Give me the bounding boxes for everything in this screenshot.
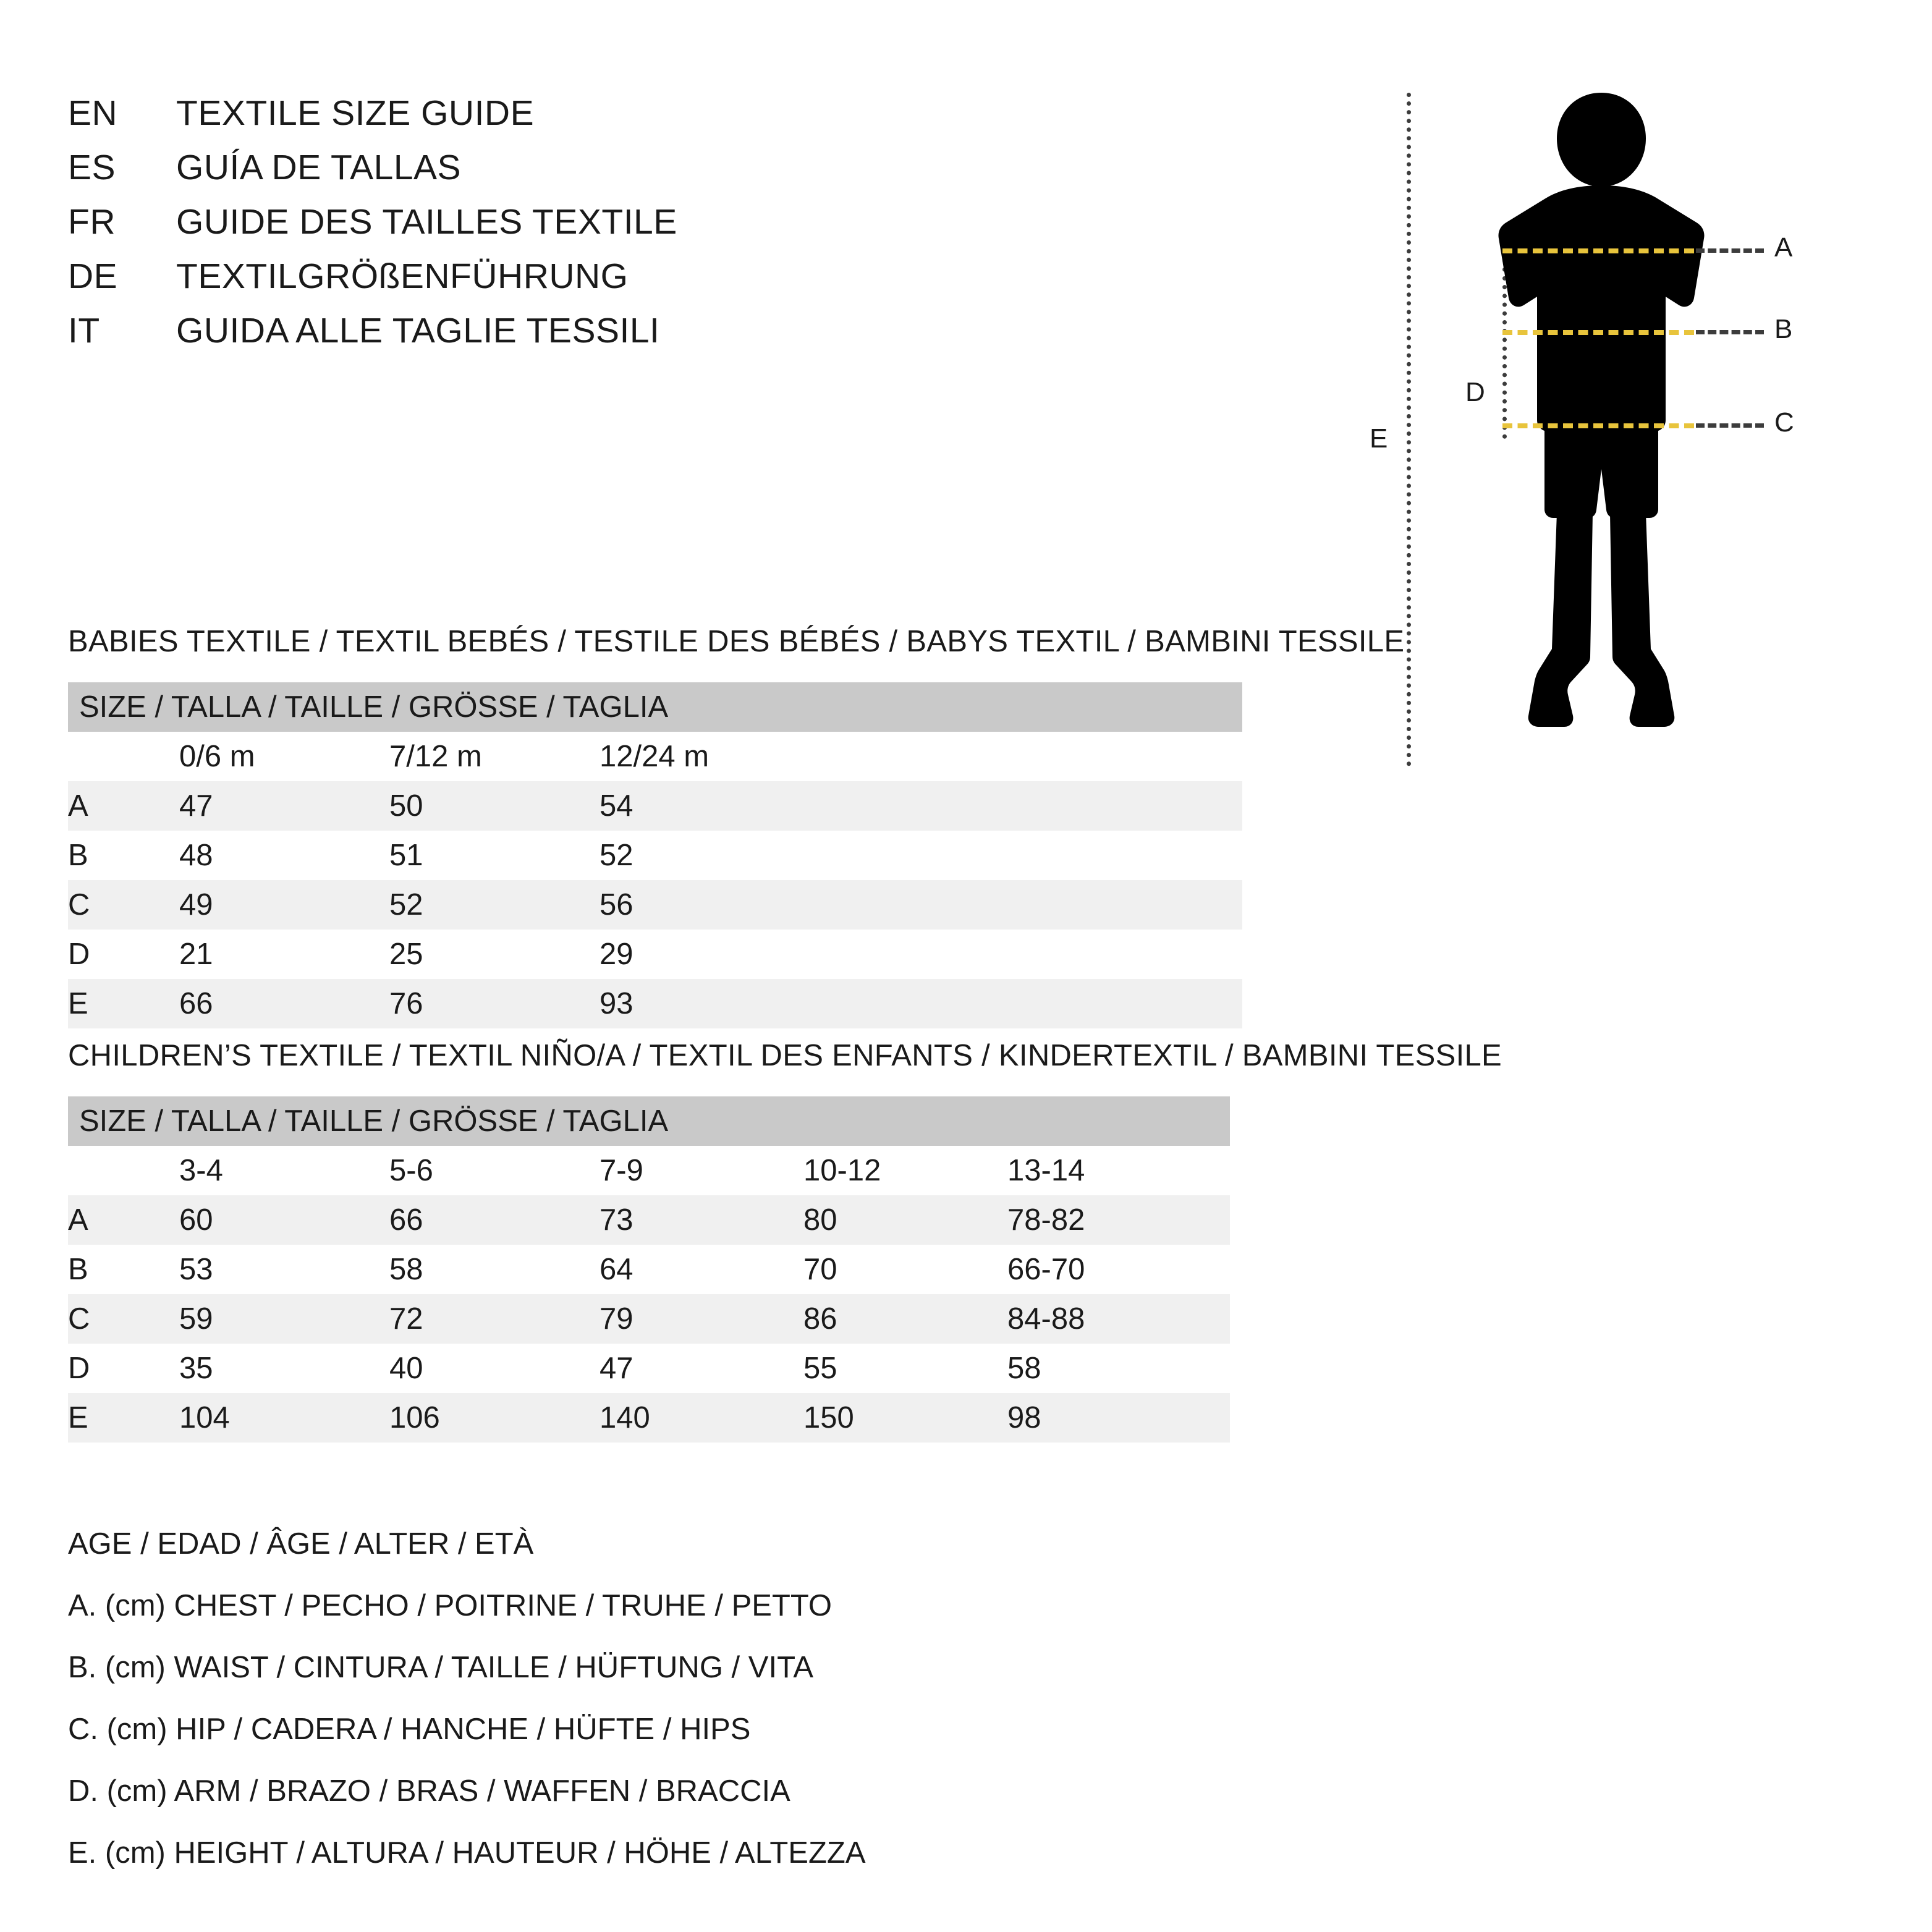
table-cell: 54	[600, 781, 1242, 831]
figure-label-waist: B	[1774, 314, 1793, 344]
table-cell: 76	[389, 979, 600, 1028]
language-row-de	[68, 256, 1242, 297]
table-cell: 47	[600, 1344, 803, 1393]
table-cell: 66	[179, 979, 389, 1028]
waist-measure-line	[1502, 330, 1694, 335]
table-cell: 56	[600, 880, 1242, 930]
table-cell: 79	[600, 1294, 803, 1344]
language-code: EN	[68, 93, 118, 133]
language-title: GUÍA DE TALLAS	[176, 148, 462, 187]
table-row	[68, 1344, 1230, 1393]
table-row	[68, 880, 1242, 930]
babies-column-header: 12/24 m	[600, 732, 1242, 781]
table-cell: 78-82	[1007, 1195, 1230, 1245]
table-cell: 93	[600, 979, 1242, 1028]
table-row	[68, 831, 1242, 880]
babies-section	[68, 624, 1405, 1028]
figure-label-height: E	[1370, 423, 1388, 454]
children-table-band-label: SIZE / TALLA / TAILLE / GRÖSSE / TAGLIA	[68, 1096, 1230, 1146]
table-cell: 25	[389, 930, 600, 979]
children-table-band-row	[68, 1096, 1230, 1146]
chest-measure-line	[1502, 248, 1694, 253]
babies-column-header: 7/12 m	[389, 732, 600, 781]
children-size-table	[68, 1096, 1230, 1443]
table-cell: 47	[179, 781, 389, 831]
children-table-header-row	[68, 1146, 1230, 1195]
empty-corner-cell	[68, 1146, 179, 1195]
babies-table-band-label: SIZE / TALLA / TAILLE / GRÖSSE / TAGLIA	[68, 682, 1242, 732]
table-cell: 35	[179, 1344, 389, 1393]
measurement-legend	[68, 1527, 1551, 1897]
row-label: E	[68, 979, 179, 1028]
hip-measure-line	[1502, 423, 1694, 428]
empty-corner-cell	[68, 732, 179, 781]
language-code: ES	[68, 148, 116, 187]
language-code: DE	[68, 256, 118, 296]
children-column-header: 7-9	[600, 1146, 803, 1195]
row-label: A	[68, 1195, 179, 1245]
table-cell: 52	[600, 831, 1242, 880]
table-cell: 66-70	[1007, 1245, 1230, 1294]
children-section-caption: CHILDREN’S TEXTILE / TEXTIL NIÑO/A / TEXTIL DES ENFANTS / KINDERTEXTIL / BAMBINI TESSILE	[68, 1039, 1502, 1072]
language-row-en	[68, 93, 1242, 133]
row-label: C	[68, 1294, 179, 1344]
table-row	[68, 1393, 1230, 1443]
table-cell: 58	[389, 1245, 600, 1294]
table-row	[68, 930, 1242, 979]
table-cell: 150	[803, 1393, 1007, 1443]
table-cell: 106	[389, 1393, 600, 1443]
figure-label-chest: A	[1774, 232, 1793, 263]
table-cell: 53	[179, 1245, 389, 1294]
chest-leader-line	[1696, 248, 1764, 253]
measurement-figure	[1370, 87, 1839, 785]
table-cell: 55	[803, 1344, 1007, 1393]
table-cell: 49	[179, 880, 389, 930]
table-cell: 59	[179, 1294, 389, 1344]
babies-table-header-row	[68, 732, 1242, 781]
legend-line-chest: A. (cm) CHEST / PECHO / POITRINE / TRUHE / PETTO	[68, 1589, 833, 1622]
table-cell: 51	[389, 831, 600, 880]
table-cell: 98	[1007, 1393, 1230, 1443]
height-guide-line	[1407, 93, 1411, 766]
table-cell: 58	[1007, 1344, 1230, 1393]
table-cell: 64	[600, 1245, 803, 1294]
legend-line-hip: C. (cm) HIP / CADERA / HANCHE / HÜFTE / HIPS	[68, 1713, 751, 1746]
children-column-header: 10-12	[803, 1146, 1007, 1195]
table-cell: 72	[389, 1294, 600, 1344]
table-row	[68, 781, 1242, 831]
babies-column-header: 0/6 m	[179, 732, 389, 781]
table-row	[68, 979, 1242, 1028]
legend-line-arm: D. (cm) ARM / BRAZO / BRAS / WAFFEN / BRACCIA	[68, 1774, 790, 1808]
language-title: TEXTILE SIZE GUIDE	[176, 93, 535, 133]
table-cell: 73	[600, 1195, 803, 1245]
table-cell: 29	[600, 930, 1242, 979]
row-label: B	[68, 831, 179, 880]
table-cell: 60	[179, 1195, 389, 1245]
table-cell: 48	[179, 831, 389, 880]
table-cell: 40	[389, 1344, 600, 1393]
language-title: TEXTILGRÖßENFÜHRUNG	[176, 256, 629, 296]
row-label: B	[68, 1245, 179, 1294]
children-section	[68, 1038, 1551, 1443]
table-row	[68, 1245, 1230, 1294]
child-silhouette-icon	[1484, 87, 1719, 773]
row-label: D	[68, 930, 179, 979]
table-cell: 70	[803, 1245, 1007, 1294]
row-label: D	[68, 1344, 179, 1393]
babies-size-table	[68, 682, 1242, 1028]
row-label: E	[68, 1393, 179, 1443]
row-label: A	[68, 781, 179, 831]
language-row-fr	[68, 201, 1242, 242]
babies-section-caption: BABIES TEXTILE / TEXTIL BEBÉS / TESTILE DES BÉBÉS / BABYS TEXTIL / BAMBINI TESSILE	[68, 625, 1405, 658]
figure-label-arm: D	[1465, 377, 1485, 407]
language-title: GUIDA ALLE TAGLIE TESSILI	[176, 311, 660, 350]
children-column-header: 13-14	[1007, 1146, 1230, 1195]
table-cell: 104	[179, 1393, 389, 1443]
legend-line-age: AGE / EDAD / ÂGE / ALTER / ETÀ	[68, 1527, 534, 1561]
table-cell: 66	[389, 1195, 600, 1245]
children-column-header: 5-6	[389, 1146, 600, 1195]
table-cell: 140	[600, 1393, 803, 1443]
language-row-it	[68, 310, 1242, 351]
table-cell: 84-88	[1007, 1294, 1230, 1344]
children-column-header: 3-4	[179, 1146, 389, 1195]
table-cell: 21	[179, 930, 389, 979]
figure-label-hip: C	[1774, 407, 1794, 438]
row-label: C	[68, 880, 179, 930]
language-title-list	[68, 93, 1242, 365]
legend-line-waist: B. (cm) WAIST / CINTURA / TAILLE / HÜFTUNG / VITA	[68, 1651, 814, 1684]
language-title: GUIDE DES TAILLES TEXTILE	[176, 202, 677, 242]
table-cell: 80	[803, 1195, 1007, 1245]
language-code: IT	[68, 311, 100, 350]
waist-leader-line	[1696, 330, 1764, 334]
table-cell: 86	[803, 1294, 1007, 1344]
language-code: FR	[68, 202, 116, 242]
hip-leader-line	[1696, 423, 1764, 428]
table-cell: 52	[389, 880, 600, 930]
table-cell: 50	[389, 781, 600, 831]
language-row-es	[68, 147, 1242, 188]
table-row	[68, 1294, 1230, 1344]
table-row	[68, 1195, 1230, 1245]
babies-table-band-row	[68, 682, 1242, 732]
legend-line-height: E. (cm) HEIGHT / ALTURA / HAUTEUR / HÖHE / ALTEZZA	[68, 1836, 866, 1870]
